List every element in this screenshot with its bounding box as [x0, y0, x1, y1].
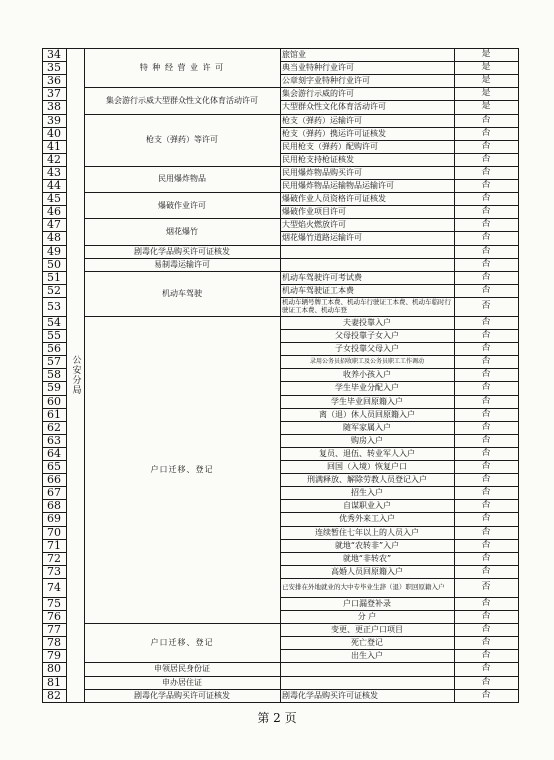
- row-item: 复员、退伍、转业军人入户: [319, 448, 415, 458]
- grid-hline: [42, 702, 66, 703]
- row-item: 购房入户: [351, 435, 383, 445]
- row-item: 旅馆业: [282, 50, 306, 60]
- row-number: 52: [47, 283, 61, 297]
- category-cell: 特 种 经 营 业 许 可: [139, 63, 225, 73]
- row-number: 73: [47, 564, 61, 578]
- row-flag: 否: [481, 271, 491, 282]
- row-number: 48: [47, 231, 61, 245]
- row-number: 72: [47, 551, 61, 565]
- row-item: 录用公务员招收职工及公务员职工工作调动: [309, 358, 424, 366]
- row-item: 户口漏登补录: [343, 598, 391, 608]
- row-item: 典当业特种行业许可: [282, 63, 354, 73]
- row-number: 78: [47, 636, 61, 650]
- row-number: 76: [47, 610, 61, 624]
- row-flag: 否: [481, 663, 491, 674]
- row-item: 民用爆炸物品购买许可: [282, 167, 362, 177]
- row-item: 机动车辆号牌工本费、机动车行驶证工本费、机动车临时行驶证工本费、机动车登: [282, 298, 451, 315]
- row-flag: 否: [481, 539, 491, 550]
- row-number: 57: [47, 355, 61, 369]
- row-flag: 否: [481, 395, 491, 406]
- grid-hline: [84, 702, 280, 703]
- row-flag: 否: [481, 245, 491, 256]
- row-item: 变更、更正户口项目: [331, 625, 403, 635]
- row-item: 枪支（弹药）携运许可证核发: [282, 128, 386, 138]
- row-item: [280, 662, 454, 675]
- row-item: 枪支（弹药）运输许可: [282, 115, 362, 125]
- row-item: 子女投靠父母入户: [335, 344, 399, 354]
- row-item: 优秀外来工入户: [339, 514, 395, 524]
- row-number: 81: [47, 675, 61, 689]
- row-number: 74: [47, 580, 61, 594]
- row-number: 35: [47, 61, 61, 75]
- row-flag: 否: [481, 421, 491, 432]
- row-flag: 否: [481, 611, 491, 622]
- row-number: 61: [47, 407, 61, 421]
- row-number: 67: [47, 486, 61, 500]
- category-cell: 剧毒化学品购买许可证核发: [134, 246, 230, 256]
- row-number: 75: [47, 596, 61, 610]
- row-flag: 否: [481, 180, 491, 191]
- row-flag: 否: [481, 114, 491, 125]
- row-flag: 否: [481, 597, 491, 608]
- grid-hline: [280, 702, 518, 703]
- row-item: 烟花爆竹道路运输许可: [282, 233, 362, 243]
- row-item: 学生毕业回原籍入户: [331, 396, 403, 406]
- row-flag: 否: [481, 500, 491, 511]
- grid-hline: [66, 702, 84, 703]
- row-number: 56: [47, 342, 61, 356]
- row-item: 集会游行示威的许可: [282, 89, 354, 99]
- row-flag: 否: [481, 219, 491, 230]
- row-number: 59: [47, 381, 61, 395]
- category-cell: 枪支（弹药）等许可: [146, 135, 218, 145]
- row-item: 自谋职业入户: [343, 501, 391, 511]
- row-item: 父母投靠子女入户: [335, 331, 399, 341]
- category-cell: 剧毒化学品购买许可证核发: [134, 690, 230, 700]
- row-number: 54: [47, 315, 61, 329]
- row-item: 出生入户: [351, 651, 383, 661]
- row-item: 回国（入境）恢复户口: [327, 462, 407, 472]
- row-flag: 否: [481, 526, 491, 537]
- row-item: 民用爆炸物品运输物品运输许可: [282, 181, 394, 191]
- row-number: 77: [47, 623, 61, 637]
- row-item: 民用枪支持枪证核发: [282, 154, 354, 164]
- row-item: 机动车驾驶证工本费: [282, 285, 354, 295]
- row-number: 65: [47, 460, 61, 474]
- row-flag: 否: [481, 434, 491, 445]
- row-item: 死亡登记: [351, 638, 383, 648]
- row-number: 50: [47, 257, 61, 271]
- category-cell: 申领居民身份证: [154, 664, 210, 674]
- row-item: 已安排在外地就业的大中专毕业生辞（退）职回原籍入户: [282, 583, 445, 592]
- row-flag: 是: [481, 49, 491, 60]
- row-flag: 否: [481, 127, 491, 138]
- row-flag: 否: [481, 343, 491, 354]
- row-item: 高婚人员回原籍入户: [331, 566, 403, 576]
- row-flag: 否: [481, 408, 491, 419]
- row-item: 分 户: [357, 612, 377, 622]
- category-cell: 易制毒运输许可: [154, 259, 210, 269]
- row-item: 大型群众性文化体育活动许可: [282, 102, 386, 112]
- row-item: [280, 676, 454, 689]
- row-item: 民用枪支（弹药）配购许可: [282, 141, 378, 151]
- row-number: 68: [47, 499, 61, 513]
- row-flag: 否: [481, 330, 491, 341]
- row-item: 夫妻投靠入户: [343, 317, 391, 327]
- row-number: 58: [47, 368, 61, 382]
- row-flag: 是: [481, 62, 491, 73]
- category-cell: 户口迁移、登记: [150, 464, 214, 474]
- row-number: 82: [47, 688, 61, 702]
- category-cell: 爆破作业许可: [158, 200, 206, 210]
- row-number: 64: [47, 446, 61, 460]
- row-number: 43: [47, 165, 61, 179]
- row-number: 70: [47, 525, 61, 539]
- row-flag: 否: [481, 356, 491, 367]
- row-number: 62: [47, 420, 61, 434]
- row-flag: 否: [481, 474, 491, 485]
- row-number: 41: [47, 139, 61, 153]
- row-number: 51: [47, 270, 61, 284]
- row-item: 招生入户: [351, 488, 383, 498]
- row-flag: 否: [481, 461, 491, 472]
- row-number: 40: [47, 126, 61, 140]
- row-number: 80: [47, 662, 61, 676]
- row-number: 55: [47, 329, 61, 343]
- row-flag: 否: [481, 369, 491, 380]
- row-number: 39: [47, 113, 61, 127]
- row-item: 就地“非转农”: [342, 553, 392, 563]
- row-flag: 否: [481, 689, 491, 700]
- row-item: [280, 258, 454, 271]
- row-item: 学生毕业分配入户: [335, 383, 399, 393]
- category-cell: 申办居住证: [162, 677, 202, 687]
- row-number: 53: [47, 299, 61, 313]
- row-flag: 否: [481, 447, 491, 458]
- row-number: 47: [47, 218, 61, 232]
- row-number: 45: [47, 192, 61, 206]
- row-number: 42: [47, 152, 61, 166]
- row-flag: 否: [481, 206, 491, 217]
- department-label: 公安分局: [70, 354, 81, 395]
- row-flag: 是: [481, 101, 491, 112]
- row-flag: 否: [481, 581, 491, 592]
- row-item: 公章刻字业特种行业许可: [282, 76, 370, 86]
- row-flag: 否: [481, 565, 491, 576]
- row-flag: 否: [481, 193, 491, 204]
- page-number: 第 2 页: [257, 711, 297, 725]
- row-item: 连续暂住七年以上的人员入户: [315, 527, 419, 537]
- row-number: 60: [47, 394, 61, 408]
- row-item: 离（退）休人员回原籍入户: [319, 409, 415, 419]
- row-flag: 否: [481, 650, 491, 661]
- row-flag: 否: [481, 300, 491, 311]
- row-flag: 否: [481, 258, 491, 269]
- row-flag: 是: [481, 88, 491, 99]
- row-number: 38: [47, 100, 61, 114]
- row-flag: 否: [481, 232, 491, 243]
- row-flag: 否: [481, 316, 491, 327]
- row-flag: 否: [481, 487, 491, 498]
- row-number: 79: [47, 649, 61, 663]
- row-item: 就地“农转非”入户: [334, 540, 400, 550]
- row-number: 36: [47, 74, 61, 88]
- row-flag: 是: [481, 75, 491, 86]
- row-flag: 否: [481, 676, 491, 687]
- row-number: 71: [47, 538, 61, 552]
- row-flag: 否: [481, 382, 491, 393]
- row-number: 63: [47, 433, 61, 447]
- row-flag: 否: [481, 552, 491, 563]
- category-cell: 烟花爆竹: [166, 226, 198, 236]
- row-item: 大型焰火燃放许可: [282, 220, 346, 230]
- row-item: [280, 245, 454, 258]
- row-flag: 否: [481, 513, 491, 524]
- category-cell: 户口迁移、登记: [150, 638, 214, 648]
- row-number: 49: [47, 244, 61, 258]
- row-flag: 否: [481, 624, 491, 635]
- row-item: 剧毒化学品购买许可证核发: [282, 690, 378, 700]
- row-number: 66: [47, 473, 61, 487]
- row-flag: 否: [481, 166, 491, 177]
- row-item: 爆破作业项目许可: [282, 207, 346, 217]
- category-cell: 集会游行示威大型群众性文化体育活动许可: [106, 95, 258, 105]
- row-item: 刑满释放、解除劳教人员登记入户: [307, 475, 427, 485]
- category-cell: 机动车驾驶: [162, 288, 202, 298]
- approval-items-table: [42, 48, 518, 707]
- row-flag: 否: [481, 637, 491, 648]
- row-item: 收养小孩入户: [343, 370, 391, 380]
- grid-vline: [518, 48, 519, 703]
- row-flag: 否: [481, 140, 491, 151]
- row-item: 机动车驾驶许可考试费: [282, 272, 362, 282]
- row-number: 69: [47, 512, 61, 526]
- row-item: 爆破作业人员资格许可证核发: [282, 194, 386, 204]
- row-flag: 否: [481, 284, 491, 295]
- row-number: 44: [47, 179, 61, 193]
- row-number: 34: [47, 48, 61, 62]
- category-cell: 民用爆炸物品: [158, 174, 206, 184]
- row-item: 随军家属入户: [343, 422, 391, 432]
- row-number: 46: [47, 205, 61, 219]
- row-number: 37: [47, 87, 61, 101]
- row-flag: 否: [481, 153, 491, 164]
